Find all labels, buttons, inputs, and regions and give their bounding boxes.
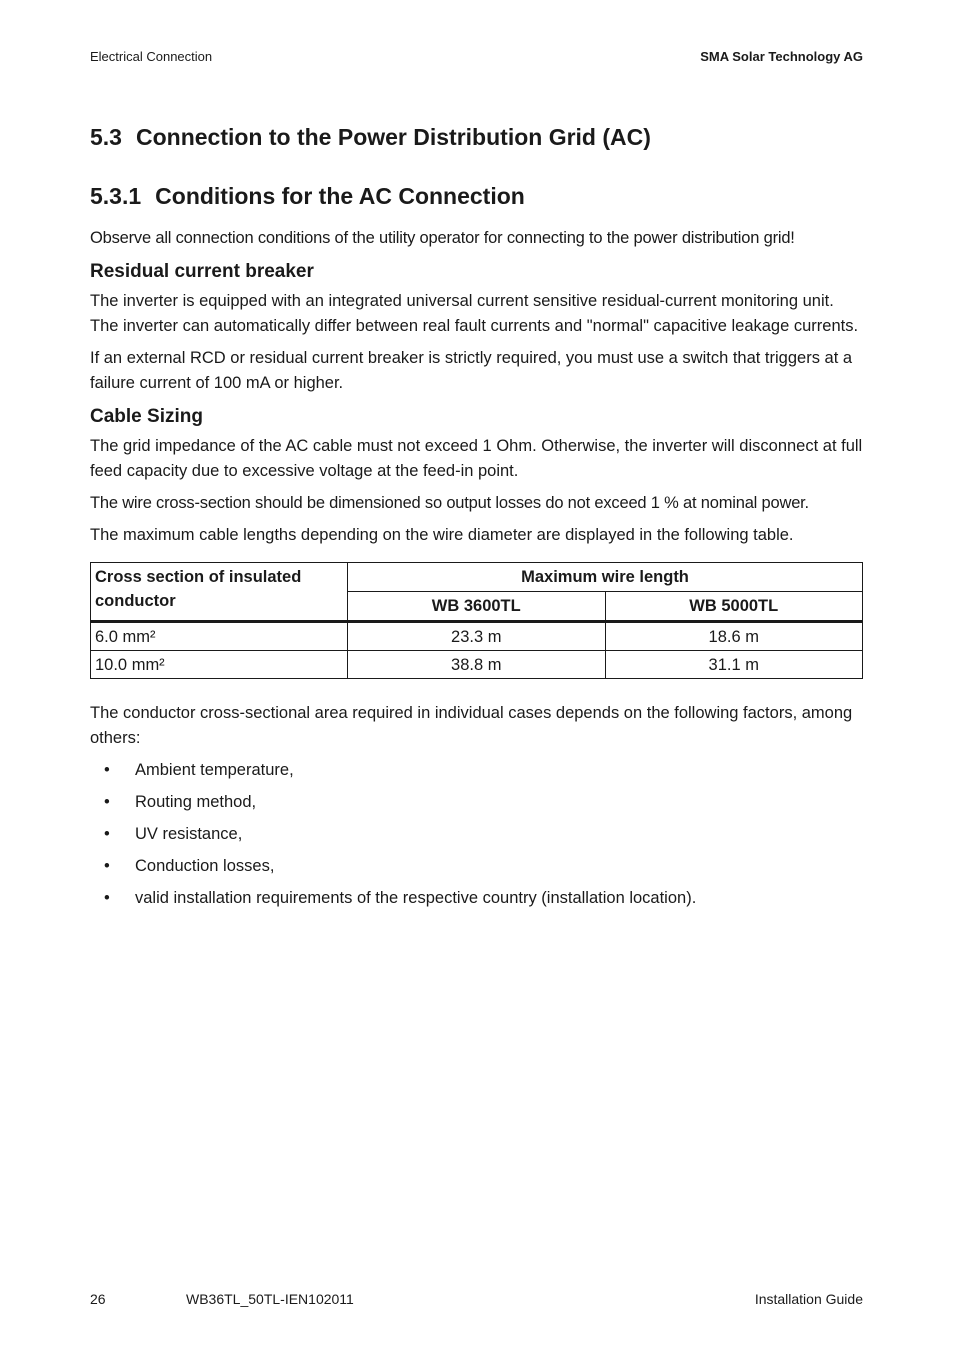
header-company: SMA Solar Technology AG bbox=[700, 49, 863, 64]
col-header-wb5000tl: WB 5000TL bbox=[605, 592, 863, 622]
document-id: WB36TL_50TL-IEN102011 bbox=[186, 1291, 354, 1307]
list-item bbox=[90, 822, 863, 847]
intro-paragraph: Observe all connection conditions of the utility operator for connecting to the power distribution grid! bbox=[90, 229, 795, 247]
col-header-cross-section: Cross section of insulated conductor bbox=[91, 563, 348, 622]
section-number: 5.3 bbox=[90, 124, 122, 150]
page-number: 26 bbox=[90, 1291, 106, 1307]
cable-paragraph-2: The wire cross-section should be dimensioned so output losses do not exceed 1 % at nominal power. bbox=[90, 494, 809, 512]
cable-heading: Cable Sizing bbox=[90, 406, 203, 427]
section-heading bbox=[90, 124, 651, 151]
table-header-row bbox=[91, 563, 863, 592]
col-header-wb3600tl: WB 3600TL bbox=[348, 592, 606, 622]
header-chapter: Electrical Connection bbox=[90, 49, 213, 64]
cell-cross-section: 10.0 mm² bbox=[91, 651, 348, 679]
bullet-icon: • bbox=[104, 857, 110, 875]
section-title: Connection to the Power Distribution Grid (AC) bbox=[135, 124, 651, 150]
body-content bbox=[90, 226, 863, 918]
list-item-text: Routing method, bbox=[135, 793, 257, 811]
list-item bbox=[90, 758, 863, 783]
cell-wb3600tl: 38.8 m bbox=[348, 651, 606, 679]
factors-list bbox=[90, 758, 863, 911]
list-item-text: UV resistance, bbox=[135, 825, 243, 843]
bullet-icon: • bbox=[104, 825, 110, 843]
list-item bbox=[90, 886, 863, 911]
list-item bbox=[90, 790, 863, 815]
residual-paragraph-2: If an external RCD or residual current breaker is strictly required, you must use a switch that triggers at a failure current of 100 mA or higher. bbox=[90, 349, 853, 392]
cable-paragraph-1: The grid impedance of the AC cable must not exceed 1 Ohm. Otherwise, the inverter will disconnect at full feed capacity due to excessive voltage at the feed-in point. bbox=[90, 437, 863, 480]
list-item-text: valid installation requirements of the respective country (installation location). bbox=[135, 889, 697, 907]
list-item bbox=[90, 854, 863, 879]
residual-heading: Residual current breaker bbox=[90, 261, 314, 282]
col-group-max-wire-length: Maximum wire length bbox=[348, 563, 863, 592]
residual-paragraph-1: The inverter is equipped with an integrated universal current sensitive residual-current monitoring unit. The inverter can automatically differ between real fault currents and "normal" capacitive leakage currents. bbox=[90, 292, 859, 335]
table-row bbox=[91, 622, 863, 651]
document-type: Installation Guide bbox=[754, 1291, 863, 1307]
list-item-text: Ambient temperature, bbox=[135, 761, 294, 779]
cell-wb3600tl: 23.3 m bbox=[348, 622, 606, 651]
cable-paragraph-3: The maximum cable lengths depending on the wire diameter are displayed in the following table. bbox=[90, 526, 794, 544]
bullet-icon: • bbox=[104, 793, 110, 811]
table-row bbox=[91, 651, 863, 679]
list-item-text: Conduction losses, bbox=[135, 857, 275, 875]
bullet-icon: • bbox=[104, 761, 110, 779]
bullet-icon: • bbox=[104, 889, 110, 907]
wire-length-table bbox=[90, 562, 863, 679]
factors-intro: The conductor cross-sectional area required in individual cases depends on the following factors, among others: bbox=[90, 704, 853, 747]
subsection-heading bbox=[90, 183, 525, 210]
cell-wb5000tl: 18.6 m bbox=[605, 622, 863, 651]
cell-cross-section: 6.0 mm² bbox=[91, 622, 348, 651]
cell-wb5000tl: 31.1 m bbox=[605, 651, 863, 679]
subsection-number: 5.3.1 bbox=[90, 183, 142, 209]
subsection-title: Conditions for the AC Connection bbox=[155, 183, 525, 209]
